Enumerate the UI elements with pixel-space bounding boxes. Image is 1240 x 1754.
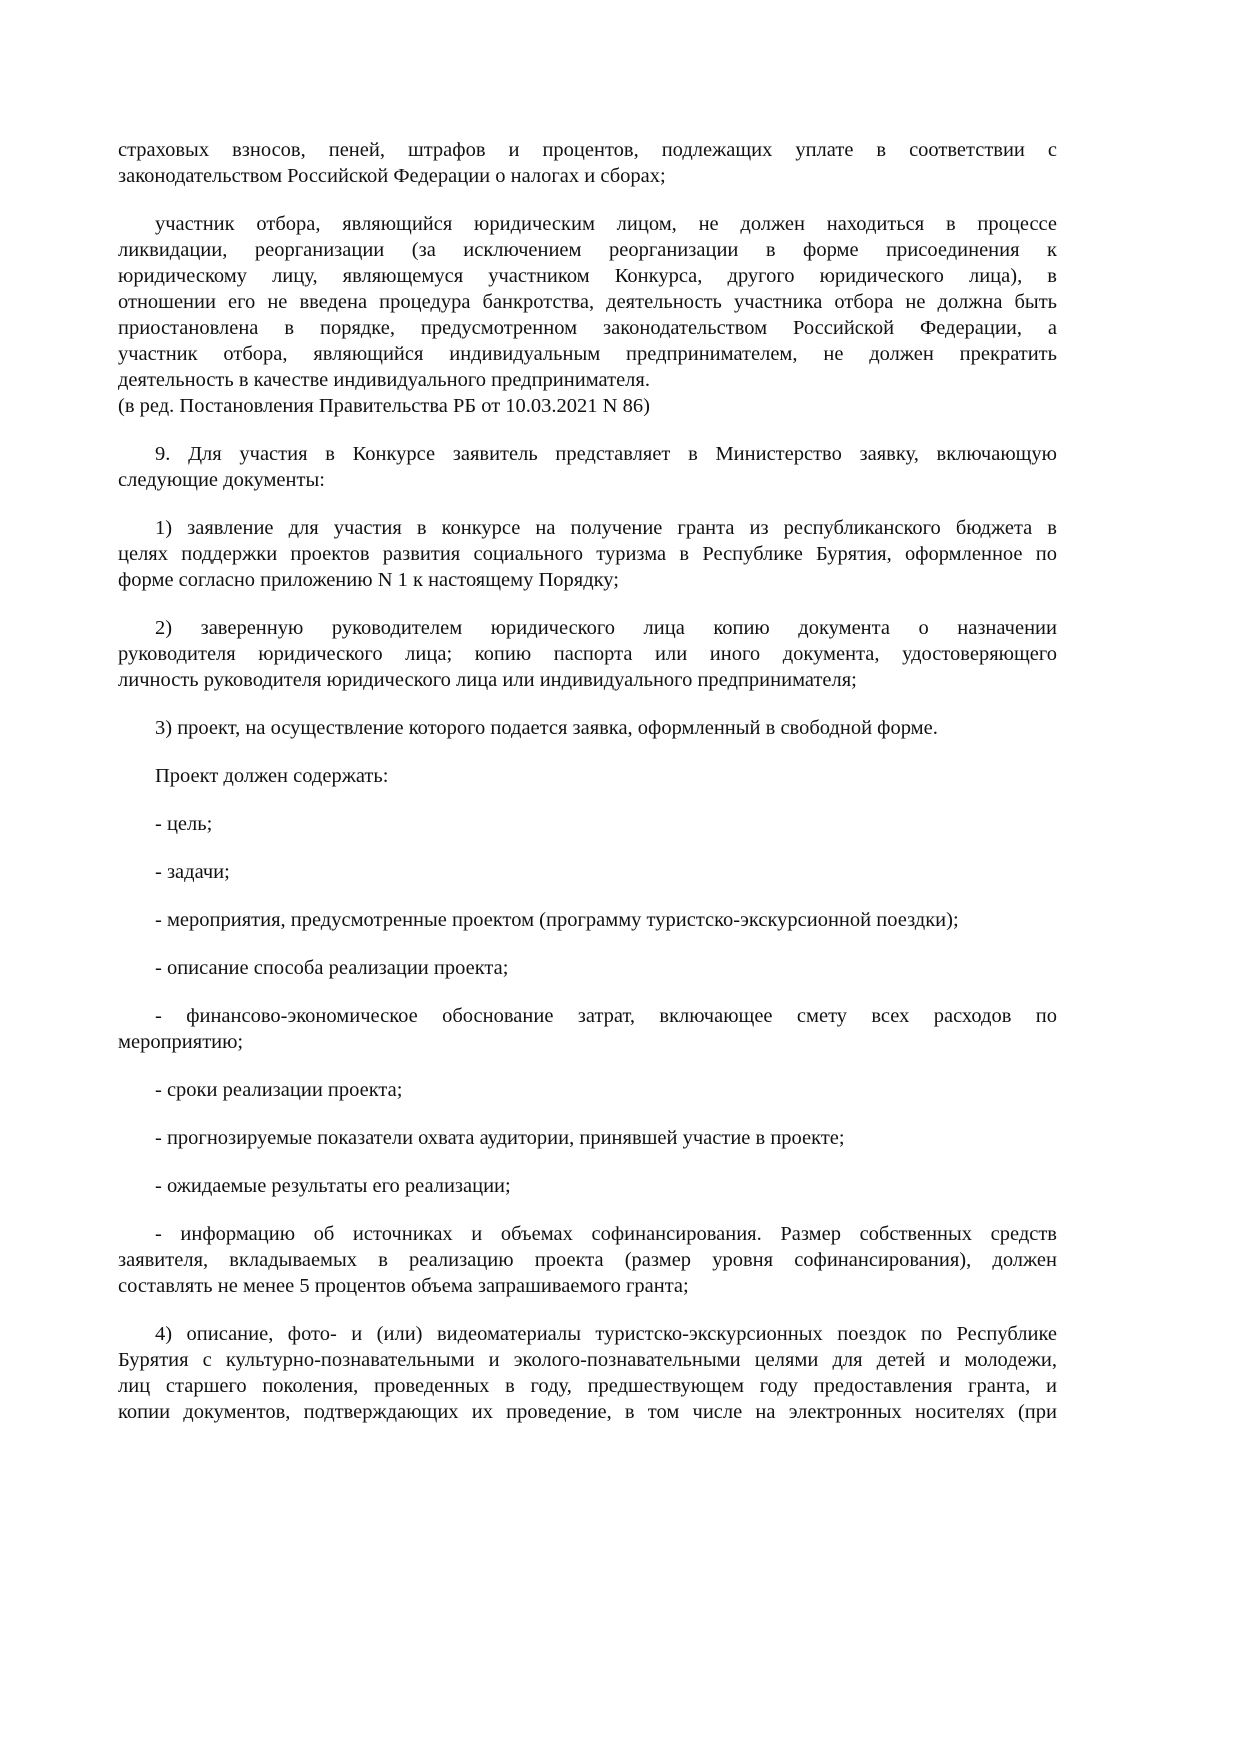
text-line: 3) проект, на осуществление которого подается заявка, оформленный в свободной форме. (155, 717, 938, 739)
text-line: - ожидаемые результаты его реализации; (155, 1175, 511, 1197)
text-line: деятельность в качестве индивидуального предпринимателя. (118, 369, 650, 391)
text-line: - мероприятия, предусмотренные проектом (программу туристско-экскурсионной поездки); (155, 909, 959, 931)
paragraph (118, 1173, 1057, 1199)
text-line: лиц старшего поколения, проведенных в году, предшествующем году предоставления гранта, и (118, 1375, 1057, 1397)
text-line: приостановлена в порядке, предусмотренном законодательством Российской Федерации, а (118, 317, 1057, 339)
paragraph (118, 1003, 1057, 1055)
text-line: - сроки реализации проекта; (155, 1079, 403, 1101)
paragraph (118, 907, 1057, 933)
text-line: ликвидации, реорганизации (за исключением реорганизации в форме присоединения к (118, 239, 1057, 261)
text-line: юридическому лицу, являющемуся участником Конкурса, другого юридического лица), в (118, 265, 1057, 287)
text-line: - описание способа реализации проекта; (155, 957, 509, 979)
paragraph (118, 715, 1057, 741)
text-line: участник отбора, являющийся юридическим лицом, не должен находиться в процессе (155, 213, 1057, 235)
text-line: 1) заявление для участия в конкурсе на получение гранта из республиканского бюджета в (155, 517, 1057, 539)
paragraph (118, 1077, 1057, 1103)
paragraph (118, 955, 1057, 981)
text-line: Проект должен содержать: (155, 765, 389, 787)
text-line: руководителя юридического лица; копию паспорта или иного документа, удостоверяющего (118, 643, 1057, 665)
text-line: форме согласно приложению N 1 к настоящему Порядку; (118, 569, 619, 591)
text-line: мероприятию; (118, 1031, 244, 1053)
text-line: составлять не менее 5 процентов объема запрашиваемого гранта; (118, 1275, 689, 1297)
text-line: - прогнозируемые показатели охвата аудитории, принявшей участие в проекте; (155, 1127, 845, 1149)
text-line: следующие документы: (118, 469, 325, 491)
text-line: заявителя, вкладываемых в реализацию проекта (размер уровня софинансирования), должен (118, 1249, 1057, 1271)
paragraph (118, 1221, 1057, 1299)
text-line: - информацию об источниках и объемах софинансирования. Размер собственных средств (155, 1223, 1057, 1245)
paragraph (118, 211, 1057, 393)
text-line: копии документов, подтверждающих их проведение, в том числе на электронных носителях (при (118, 1401, 1057, 1423)
paragraph (118, 515, 1057, 593)
text-line: 4) описание, фото- и (или) видеоматериалы туристско-экскурсионных поездок по Республике (155, 1323, 1057, 1345)
text-line: участник отбора, являющийся индивидуальным предпринимателем, не должен прекратить (118, 343, 1057, 365)
text-line: отношении его не введена процедура банкротства, деятельность участника отбора не должна быть (118, 291, 1057, 313)
paragraph (118, 441, 1057, 493)
text-line: законодательством Российской Федерации о налогах и сборах; (118, 165, 666, 187)
text-line: (в ред. Постановления Правительства РБ от 10.03.2021 N 86) (118, 395, 650, 417)
document-page (118, 137, 1057, 1447)
paragraph (118, 615, 1057, 693)
paragraph (118, 763, 1057, 789)
text-line: Бурятия с культурно-познавательными и эколого-познавательными целями для детей и молодежи, (118, 1349, 1057, 1371)
text-line: - финансово-экономическое обоснование затрат, включающее смету всех расходов по (155, 1005, 1057, 1027)
paragraph (118, 811, 1057, 837)
text-line: целях поддержки проектов развития социального туризма в Республике Бурятия, оформленное по (118, 543, 1057, 565)
text-line: страховых взносов, пеней, штрафов и процентов, подлежащих уплате в соответствии с (118, 139, 1057, 161)
text-line: - цель; (155, 813, 213, 835)
paragraph (118, 137, 1057, 189)
paragraph (118, 1321, 1057, 1425)
paragraph (118, 1125, 1057, 1151)
text-line: - задачи; (155, 861, 230, 883)
text-line: 9. Для участия в Конкурсе заявитель представляет в Министерство заявку, включающую (155, 443, 1057, 465)
paragraph (118, 859, 1057, 885)
text-line: личность руководителя юридического лица или индивидуального предпринимателя; (118, 669, 857, 691)
paragraph (118, 393, 1057, 419)
text-line: 2) заверенную руководителем юридического лица копию документа о назначении (155, 617, 1057, 639)
